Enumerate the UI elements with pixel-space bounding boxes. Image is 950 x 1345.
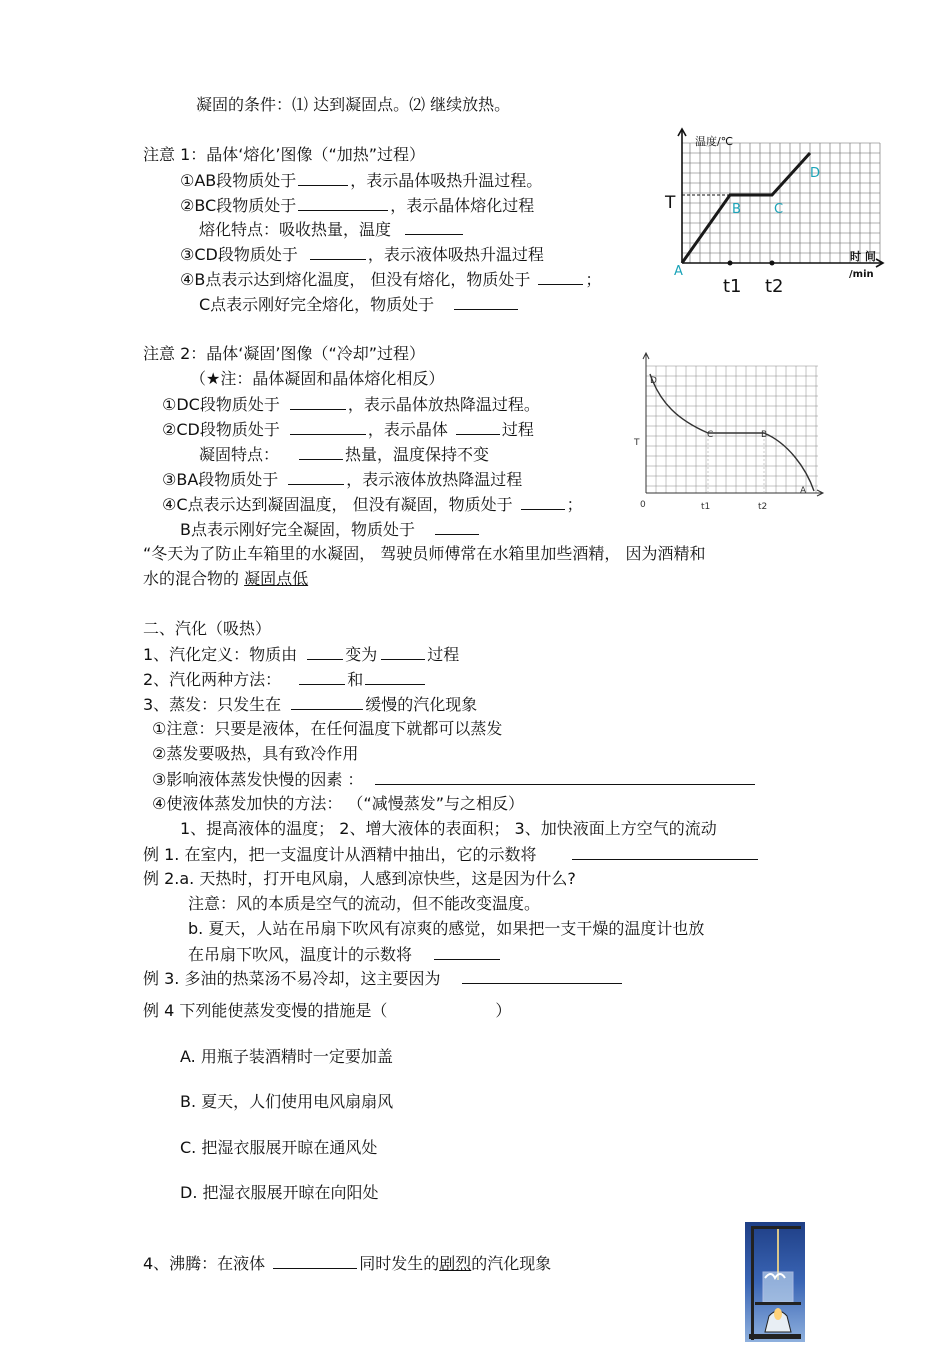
melting-xlabel-unit: /min [849, 269, 874, 280]
example2a: 例 2.a. 天热时，打开电风扇，人感到凉快些，这是因为什么? [143, 869, 576, 888]
boiling-definition: 4、沸腾：在液体 同时发生的剧烈的汽化现象 [143, 1254, 552, 1273]
note2-b-point: B点表示刚好完全凝固，物质处于 [180, 519, 481, 540]
blank-field[interactable] [572, 844, 758, 860]
blank-field[interactable] [290, 419, 366, 435]
blank-field[interactable] [299, 669, 345, 685]
boiling-apparatus-image [745, 1222, 805, 1342]
blank-field[interactable] [435, 519, 479, 535]
example3: 例 3. 多油的热菜汤不易冷却，这主要因为 [143, 968, 624, 989]
freezing-B-label: B [761, 430, 768, 440]
blank-field[interactable] [310, 244, 366, 260]
option-c[interactable]: C. 把湿衣服展开晾在通风处 [180, 1138, 378, 1157]
note1-b-point: ④B点表示达到熔化温度， 但没有熔化，物质处于 ； [180, 270, 602, 289]
note1-heading: 注意 1：晶体‘熔化’图像（“加热”过程） [143, 145, 426, 164]
melting-D-label: D [810, 166, 821, 181]
section-vaporization-heading: 二、汽化（吸热） [143, 619, 272, 638]
option-b[interactable]: B. 夏天，人们使用电风扇扇风 [180, 1092, 394, 1111]
blank-field[interactable] [538, 269, 583, 285]
melting-graph [660, 125, 892, 300]
winter-question-line2: 水的混合物的 凝固点低 [143, 569, 309, 588]
t1-dot [728, 261, 733, 266]
blank-field[interactable] [456, 419, 500, 435]
melting-B-label: B [732, 202, 741, 217]
evaporation-note1: ①注意：只要是液体，在任何温度下就都可以蒸发 [152, 719, 503, 738]
note2-cd: ②CD段物质处于 ，表示晶体 过程 [162, 420, 534, 439]
example1: 例 1. 在室内，把一支温度计从酒精中抽出，它的示数将 [143, 844, 760, 865]
note2-dc: ①DC段物质处于 ，表示晶体放热降温过程。 [162, 395, 540, 414]
note2-star: （★注：晶体凝固和晶体熔化相反） [190, 369, 445, 388]
freezing-grid [646, 366, 818, 493]
melting-C-label: C [774, 202, 784, 217]
option-a[interactable]: A. 用瓶子装酒精时一定要加盖 [180, 1047, 393, 1066]
note1-bc: ②BC段物质处于 ，表示晶体熔化过程 [180, 196, 535, 215]
winter-question-line1: “冬天为了防止车箱里的水凝固， 驾驶员师傅常在水箱里加些酒精， 因为酒精和 [143, 544, 706, 563]
blank-field[interactable] [434, 944, 500, 960]
evaporation-speedup: ④使液体蒸发加快的方法： （“减慢蒸发”与之相反） [152, 794, 525, 813]
freezing-curve [650, 374, 814, 491]
melting-ylabel: 温度/℃ [695, 135, 734, 148]
blank-field[interactable] [288, 469, 344, 485]
freezing-C-label: C [707, 430, 714, 440]
example2b-line2: 在吊扇下吹风，温度计的示数将 [188, 944, 502, 965]
melting-A-label: A [674, 264, 683, 279]
solidify-condition: 凝固的条件：⑴ 达到凝固点。⑵ 继续放热。 [196, 95, 511, 114]
blank-field[interactable] [298, 170, 348, 186]
note2-ba: ③BA段物质处于 ，表示液体放热降温过程 [162, 470, 523, 489]
blank-field[interactable] [273, 1253, 357, 1269]
note2-c-point: ④C点表示达到凝固温度， 但没有凝固，物质处于 ； [162, 495, 583, 514]
blank-field[interactable] [298, 195, 388, 211]
t2-dot [770, 261, 775, 266]
freezing-T-label: T [634, 438, 640, 448]
option-d[interactable]: D. 把湿衣服展开晾在向阳处 [180, 1183, 379, 1202]
blank-field[interactable] [521, 494, 565, 510]
note1-cd: ③CD段物质处于 ，表示液体吸热升温过程 [180, 245, 544, 264]
melting-t2-label: t2 [765, 276, 784, 297]
freezing-A-label: A [800, 486, 807, 496]
melting-curve [682, 153, 810, 263]
blank-field[interactable] [381, 644, 425, 660]
blank-field[interactable] [291, 694, 363, 710]
example2-note: 注意：风的本质是空气的流动，但不能改变温度。 [188, 894, 541, 913]
blank-field[interactable] [375, 769, 755, 785]
vaporization-definition: 1、汽化定义：物质由 变为 过程 [143, 645, 460, 664]
freezing-D-label: D [650, 376, 657, 386]
blank-field[interactable] [405, 219, 463, 235]
example4: 例 4 下列能使蒸发变慢的措施是（ ） [143, 1001, 512, 1020]
blank-field[interactable] [290, 394, 346, 410]
melting-axes [678, 129, 883, 267]
freezing-t2-label: t2 [758, 502, 768, 512]
blank-field[interactable] [365, 669, 425, 685]
melting-xlabel-time: 时 间 [850, 250, 876, 263]
blank-field[interactable] [299, 444, 343, 460]
note2-heading: 注意 2：晶体‘凝固’图像（“冷却”过程） [143, 344, 426, 363]
freezing-t1-label: t1 [701, 502, 711, 512]
melting-T-label: T [665, 193, 676, 213]
note1-c-point: C点表示刚好完全熔化，物质处于 [199, 294, 520, 315]
evaporation-speedup-list: 1、提高液体的温度； 2、增大液体的表面积； 3、加快液面上方空气的流动 [180, 819, 717, 838]
note1-ab: ①AB段物质处于 ，表示晶体吸热升温过程。 [180, 171, 543, 190]
example2b-line1: b. 夏天，人站在吊扇下吹风有凉爽的感觉，如果把一支干燥的温度计也放 [188, 919, 705, 938]
evaporation-definition: 3、蒸发：只发生在 缓慢的汽化现象 [143, 695, 478, 714]
freezing-graph [628, 348, 828, 516]
freezing-origin-label: 0 [640, 500, 646, 510]
blank-field[interactable] [307, 644, 343, 660]
melting-t1-label: t1 [723, 276, 742, 297]
blank-field[interactable] [462, 968, 622, 984]
evaporation-note2: ②蒸发要吸热，具有致冷作用 [152, 744, 359, 763]
note2-freeze-feature: 凝固特点： 热量，温度保持不变 [199, 445, 490, 464]
evaporation-factors: ③影响液体蒸发快慢的因素 ： [152, 769, 757, 790]
blank-field[interactable] [454, 294, 518, 310]
vaporization-methods: 2、汽化两种方法： 和 [143, 669, 427, 690]
note1-melt-feature: 熔化特点：吸收热量，温度 [199, 219, 465, 240]
